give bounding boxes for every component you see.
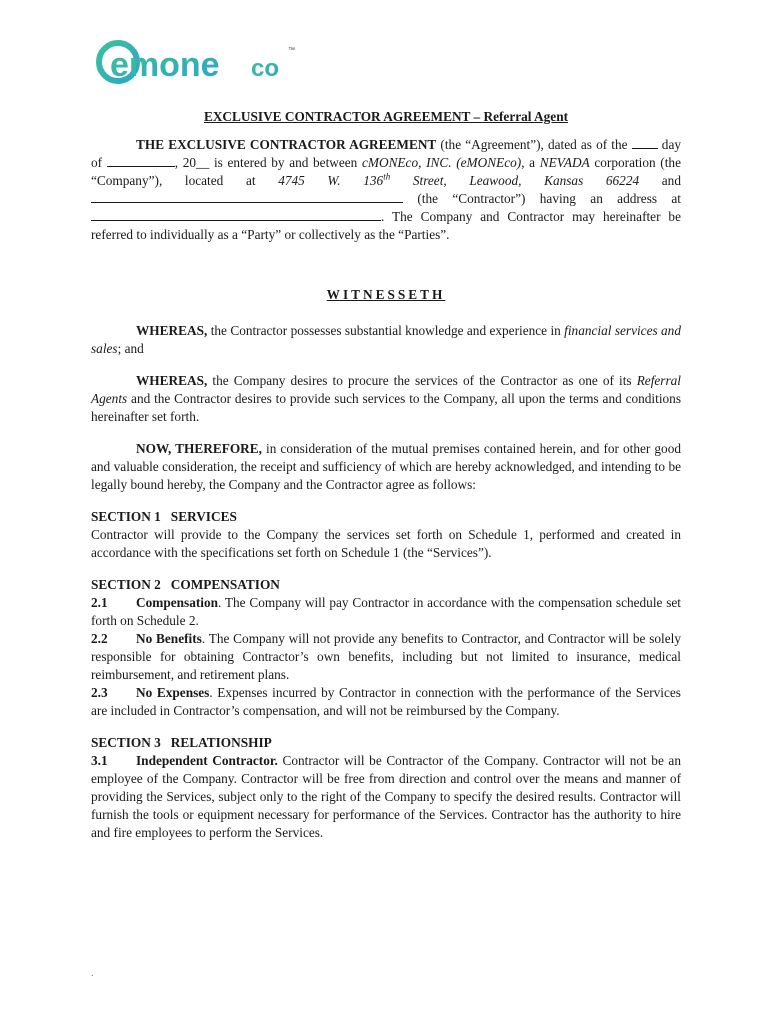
contractor-name-blank[interactable] <box>91 190 403 203</box>
section-3-heading: SECTION 3 RELATIONSHIP <box>91 735 272 750</box>
now-therefore-paragraph: NOW, THEREFORE, in consideration of the mutual premises contained herein, and for other good and valuable consideration, the receipt and sufficiency of which are hereby acknowledged, and intending to be legally bound hereby, the Company and the Contractor agree as follows: <box>91 441 681 492</box>
clause-2-2: 2.2 No Benefits. The Company will not provide any benefits to Contractor, and Contractor will be solely responsible for obtaining Contractor’s own benefits, including but not limited to insurance, medical reimbursement, and retirement plans. <box>91 631 681 682</box>
logo-trademark: ™ <box>288 47 295 54</box>
month-blank[interactable] <box>107 154 175 167</box>
section-1-text: Contractor will provide to the Company the services set forth on Schedule 1, performed and created in accordance with the specifications set forth on Schedule 1 (the “Services”). <box>91 527 681 560</box>
contractor-address-blank[interactable] <box>91 208 381 221</box>
document-body <box>91 108 681 856</box>
section-2-heading: SECTION 2 COMPENSATION <box>91 577 280 592</box>
emoneco-logo <box>96 34 306 88</box>
section-1 <box>91 508 681 562</box>
witnesseth-heading: WITNESSETH <box>326 287 446 302</box>
logo-main-text: emone <box>110 46 220 84</box>
document-title: EXCLUSIVE CONTRACTOR AGREEMENT – Referral Agent <box>203 109 569 124</box>
section-2 <box>91 576 681 720</box>
clause-2-1: 2.1 Compensation. The Company will pay Contractor in accordance with the compensation schedule set forth on Schedule 2. <box>91 595 681 628</box>
whereas-paragraph-1: WHEREAS, the Contractor possesses substantial knowledge and experience in financial services and sales; and <box>91 323 681 356</box>
clause-3-1: 3.1 Independent Contractor. Contractor will be Contractor of the Company. Contractor will not be an employee of the Company. Contractor will be free from direction and control over the means and manner of providing the Services, subject only to the right of the Company to specify the desired results. Contractor will furnish the tools or equipment necessary for performance of the Services. Contractor has the authority to hire and fire employees to perform the Services. <box>91 753 681 840</box>
logo-suffix-text: co <box>251 55 280 82</box>
footer-mark: . <box>91 968 94 979</box>
whereas-paragraph-2: WHEREAS, the Company desires to procure the services of the Contractor as one of its Referral Agents and the Contractor desires to provide such services to the Company, all upon the terms and conditions hereinafter set forth. <box>91 373 681 424</box>
section-3 <box>91 734 681 842</box>
clause-2-3: 2.3 No Expenses. Expenses incurred by Contractor in connection with the performance of the Services are included in Contractor’s compensation, and will not be reimbursed by the Company. <box>91 685 681 718</box>
preamble-paragraph: THE EXCLUSIVE CONTRACTOR AGREEMENT (the “Agreement”), dated as of the day of , 20__ is entered by and between cMONEco, INC. (eMONEco), a NEVADA corporation (the “Company”), located at 4745 W. 136th Street, Leawood, Kansas 66224 and (the “Contractor”) having an address at . The Company and Contractor may hereinafter be referred to individually as a “Party” or collectively as the “Parties”. <box>91 137 681 242</box>
section-1-heading: SECTION 1 SERVICES <box>91 509 237 524</box>
day-blank[interactable] <box>632 136 658 149</box>
